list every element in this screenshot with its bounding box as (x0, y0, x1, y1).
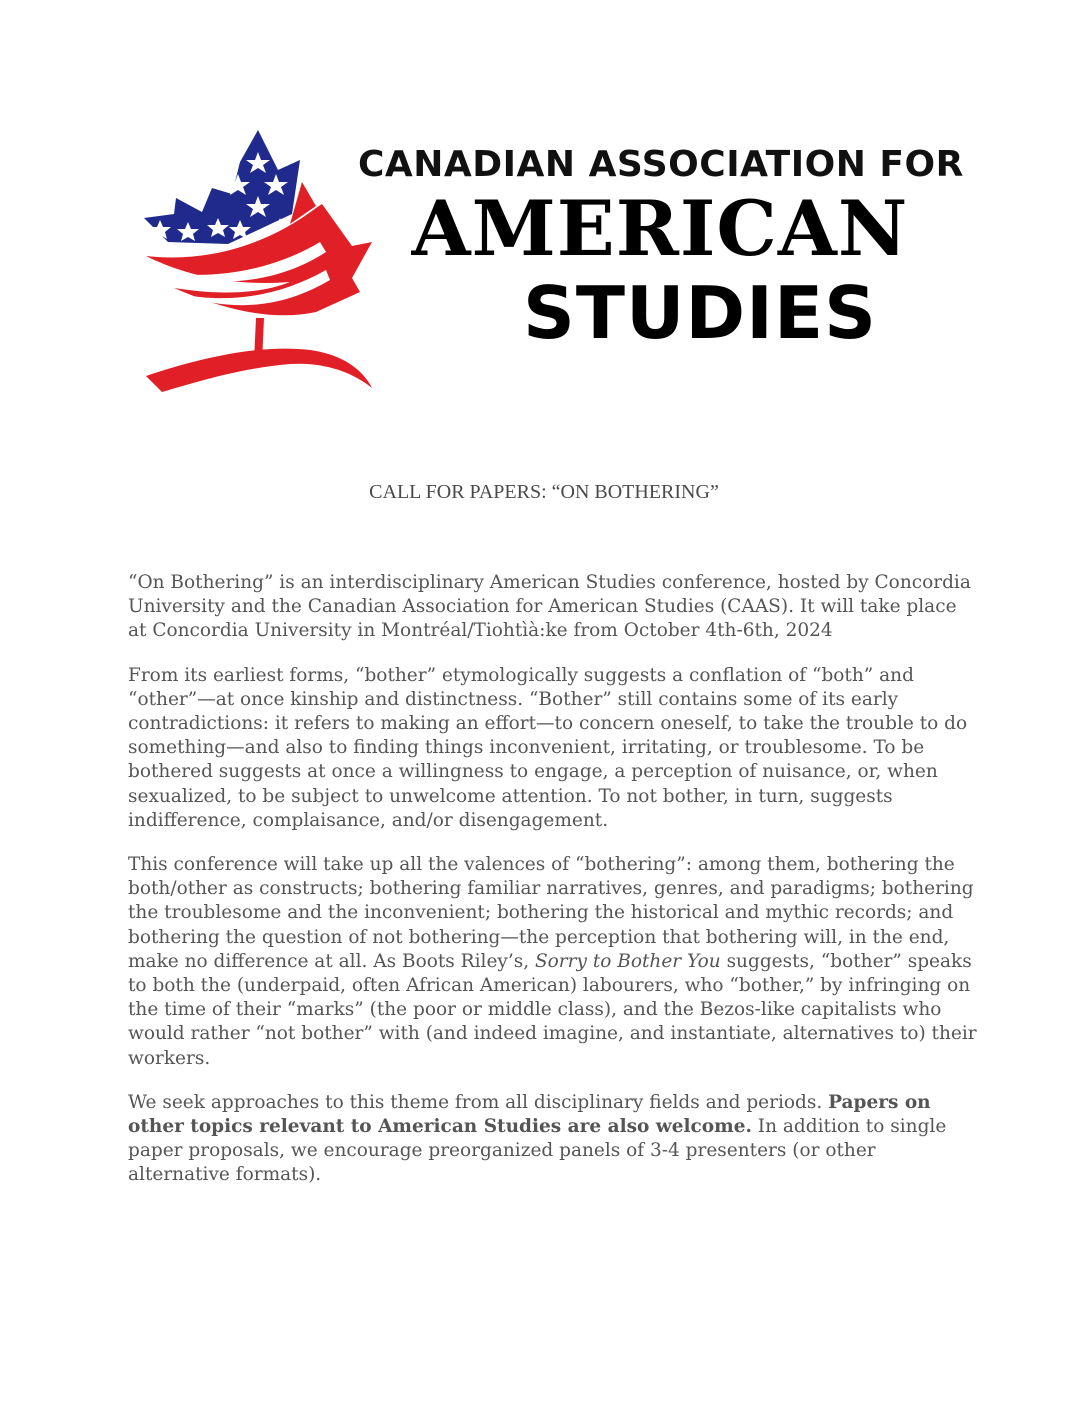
paragraph-etymology: From its earliest forms, “bother” etymologically suggests a conflation of “both” and “other”—at once kinship and distinctness. “Bother” still contains some of its early contradictions: it refers to making an effort—to concern oneself, to take the trouble to do something—and also to finding things inconvenient, irritating, or troublesome. To be bothered suggests at once a willingness to engage, a perception of nuisance, or, when sexualized, to be subject to unwelcome attention. To not bother, in turn, suggests indifference, complaisance, and/or disengagement. (128, 664, 968, 831)
document-body (128, 571, 978, 1208)
paragraph-themes-text: This conference will take up all the valences of “bothering”: among them, bothering the both/other as constructs; bothering familiar narratives, genres, and paradigms; bothering the troublesome and the inconvenient; bothering the historical and mythic records; and bothering the question of not bothering—the perception that bothering will, in the end, make no difference at all. As Boots Riley’s, (128, 854, 974, 972)
logo-text-line2: AMERICAN (411, 184, 909, 273)
logo-text-line1: CANADIAN ASSOCIATION FOR (358, 144, 964, 185)
logo-text-line3: STUDIES (522, 271, 878, 355)
paragraph-approaches-emphasis: Papers on other topics relevant to American Studies are also welcome. (128, 1091, 931, 1138)
document-title: CALL FOR PAPERS: “ON BOTHERING” (369, 481, 719, 503)
paragraph-themes-text-continued: suggests, “bother” speaks to both the (underpaid, often African American) labourers, who “bother,” by infringing on the time of their “marks” (the poor or middle class), and the Bezos-like capitalists who would rather “not bother” with (and indeed imagine, and instantiate, alternatives to) their workers. (128, 950, 977, 1069)
caas-logo (140, 122, 964, 407)
paragraph-approaches-text-continued: In addition to single paper proposals, we encourage preorganized panels of 3-4 presenters (or other alternative formats). (128, 1116, 947, 1186)
paragraph-approaches-text: We seek approaches to this theme from all disciplinary fields and periods. (128, 1091, 829, 1113)
film-title: Sorry to Bother You (534, 950, 721, 972)
maple-leaf-flag-logo-icon (140, 122, 380, 407)
paragraph-intro: “On Bothering” is an interdisciplinary American Studies conference, hosted by Concordia University and the Canadian Association for American Studies (CAAS). It will take place at Concordia University in Montréal/Tiohtìà:ke from October 4th-6th, 2024 (128, 572, 971, 642)
paragraph-approaches (128, 1091, 978, 1188)
paragraph-themes (128, 853, 978, 1071)
